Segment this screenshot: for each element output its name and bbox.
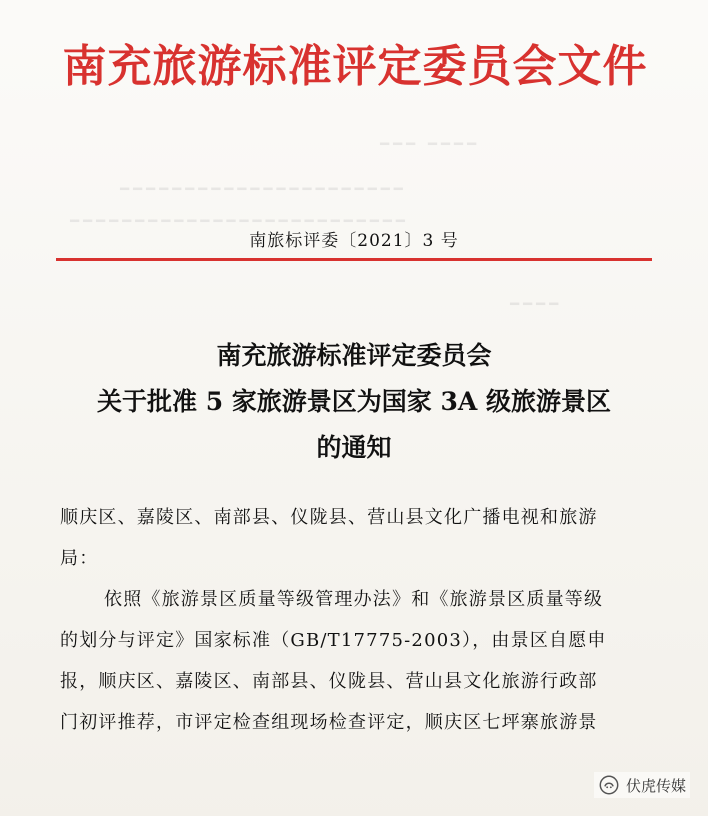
document-title-line-3: 的通知 xyxy=(316,433,392,462)
body-text-line: 局： xyxy=(60,548,99,569)
red-divider-line xyxy=(56,258,652,261)
source-watermark xyxy=(594,772,690,798)
bleed-through-text: ━━━━━━━━━━━━━━━━━━━━━━━━━━ xyxy=(70,212,409,230)
bleed-through-text: ━━━━ xyxy=(510,295,563,313)
body-text-line: 的划分与评定》国家标准（GB/T17775-2003），由景区自愿申 xyxy=(60,630,607,651)
bleed-through-text: ━━━━━━━━━━━━━━━━━━━━━━ xyxy=(120,180,407,198)
body-text-line: 门初评推荐，市评定检查组现场检查评定，顺庆区七坪寨旅游景 xyxy=(60,712,598,733)
document-title-line-1: 南充旅游标准评定委员会 xyxy=(216,341,492,370)
body-text-line: 顺庆区、嘉陵区、南部县、仪陇县、营山县文化广播电视和旅游 xyxy=(60,507,598,528)
body-text-line: 报，顺庆区、嘉陵区、南部县、仪陇县、营山县文化旅游行政部 xyxy=(60,671,598,692)
watermark-label: 伏虎传媒 xyxy=(625,776,686,795)
body-text-line: 依照《旅游景区质量等级管理办法》和《旅游景区质量等级 xyxy=(104,589,604,610)
document-masthead: 南充旅游标准评定委员会文件 xyxy=(62,41,648,92)
wechat-official-account-icon xyxy=(598,774,620,796)
document-number: 南旅标评委〔2021〕3 号 xyxy=(249,231,459,251)
document-title-line-2: 关于批准 5 家旅游景区为国家 3A 级旅游景区 xyxy=(96,387,611,416)
bleed-through-text: ━━━ ━━━━ xyxy=(380,135,480,153)
